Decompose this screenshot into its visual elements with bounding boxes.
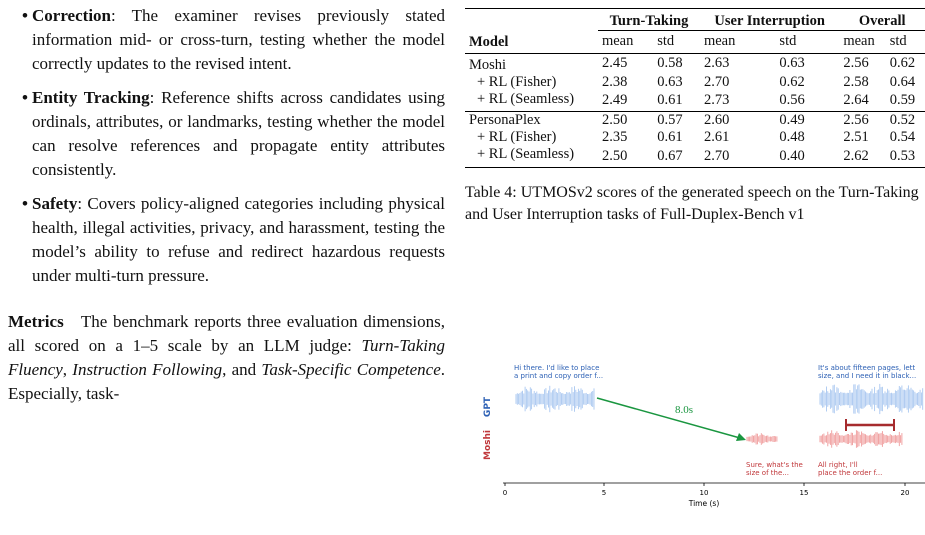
row-model: Moshi bbox=[469, 56, 507, 73]
cell: 0.62 bbox=[889, 55, 916, 71]
list-item-entity-tracking bbox=[8, 86, 445, 182]
gpt-waveform-2 bbox=[820, 384, 923, 414]
metrics-text-3: , and bbox=[222, 360, 262, 379]
right-column bbox=[465, 0, 920, 226]
row-model: + RL (Seamless) bbox=[477, 90, 575, 107]
gpt-utterance-2-line-1: It's about fifteen pages, lett bbox=[818, 364, 916, 372]
table-group-header-row bbox=[465, 9, 925, 31]
cell: 2.56 bbox=[839, 111, 885, 129]
moshi-waveform-1 bbox=[747, 433, 777, 445]
table-header-empty bbox=[465, 9, 598, 31]
x-tick-label: 15 bbox=[799, 489, 809, 497]
bullet-title: Safety bbox=[32, 194, 78, 213]
cell: 2.38 bbox=[601, 73, 628, 90]
metrics-text-1: The benchmark reports three evaluation dimensions, all scored on a 1–5 scale by an LLM judge: bbox=[8, 312, 446, 355]
gpt-waveform-1 bbox=[516, 386, 594, 412]
cell: 2.60 bbox=[700, 111, 775, 129]
cell: 2.35 bbox=[601, 128, 628, 145]
x-tick-label: 20 bbox=[900, 489, 910, 497]
waveform-figure bbox=[465, 355, 925, 525]
table-row bbox=[465, 53, 925, 74]
moshi-utterance-2-line-2: place the order f... bbox=[818, 469, 883, 477]
cell: 0.53 bbox=[889, 147, 916, 164]
cell: 0.58 bbox=[657, 55, 683, 71]
x-axis-ticks bbox=[505, 483, 905, 486]
cell: 2.50 bbox=[601, 147, 628, 164]
gpt-utterance-1-line-1: Hi there. I'd like to place bbox=[514, 364, 600, 372]
cell: 2.49 bbox=[601, 92, 628, 108]
header-turn-taking: Turn-Taking bbox=[598, 9, 700, 31]
cell: 2.62 bbox=[843, 147, 869, 164]
cell: 2.56 bbox=[843, 55, 869, 71]
track-label-gpt: GPT bbox=[483, 396, 493, 418]
header-overall: Overall bbox=[839, 9, 925, 31]
bullet-dot: • bbox=[22, 88, 28, 107]
cell: 0.61 bbox=[657, 92, 683, 108]
latency-label: 8.0s bbox=[675, 404, 694, 416]
moshi-waveform-2 bbox=[820, 430, 902, 448]
row-model: + RL (Seamless) bbox=[477, 145, 575, 162]
moshi-utterance-1-line-2: size of the... bbox=[746, 469, 789, 477]
bullet-title: Correction bbox=[32, 6, 111, 25]
cell: 0.52 bbox=[886, 111, 925, 129]
x-tick-label: 0 bbox=[502, 489, 508, 497]
list-item-correction bbox=[8, 4, 445, 76]
metrics-text-4: . Especially, task- bbox=[8, 360, 445, 403]
utmos-table bbox=[465, 8, 925, 168]
bullet-text: : Covers policy-aligned categories including physical health, illegal activities, privacy, and harassment, testing the model’s ability to refuse and redirect hazardous requests under multi-turn pressure. bbox=[32, 194, 445, 285]
cell: 0.62 bbox=[779, 73, 805, 90]
metric-turn-taking: Turn-Taking Fluency bbox=[8, 336, 445, 379]
x-tick-label: 10 bbox=[699, 489, 709, 497]
cell: 2.64 bbox=[843, 92, 869, 108]
metrics-text-2: , bbox=[62, 360, 73, 379]
subheader-std: std bbox=[889, 33, 907, 50]
latency-arrow-head bbox=[736, 433, 746, 441]
header-model: Model bbox=[469, 33, 509, 50]
subheader-mean: mean bbox=[843, 33, 875, 50]
left-column bbox=[8, 0, 445, 406]
table-row bbox=[465, 129, 925, 146]
cell: 0.57 bbox=[653, 111, 700, 129]
metric-instruction-following: Instruction Following bbox=[72, 360, 223, 379]
subheader-mean: mean bbox=[601, 33, 634, 50]
cell: 2.73 bbox=[703, 92, 730, 108]
header-user-interruption: User Interruption bbox=[700, 9, 839, 31]
cell: 2.70 bbox=[703, 147, 730, 164]
cell: 0.56 bbox=[779, 92, 805, 108]
cell: 2.50 bbox=[598, 111, 653, 129]
cell: 2.58 bbox=[843, 73, 869, 90]
cell: 2.51 bbox=[843, 128, 869, 145]
subheader-std: std bbox=[779, 33, 797, 50]
table-subheader-row bbox=[465, 31, 925, 54]
cell: 0.63 bbox=[779, 55, 805, 71]
row-model: + RL (Fisher) bbox=[477, 73, 557, 90]
bullet-dot: • bbox=[22, 6, 28, 25]
bullet-text: : Reference shifts across candidates using ordinals, attributes, or landmarks, testing whether the model can resolve references and propagate entity attributes consistently. bbox=[32, 88, 445, 179]
table-caption: Table 4: UTMOSv2 scores of the generated speech on the Turn-Taking and User Interruption tasks of Full-Duplex-Bench v1 bbox=[465, 183, 919, 223]
cell: 2.61 bbox=[703, 128, 730, 145]
waveform-svg bbox=[465, 355, 925, 525]
cell: 2.45 bbox=[601, 55, 628, 71]
gpt-utterance-2-line-2: size, and I need it in black... bbox=[818, 372, 917, 380]
table-row bbox=[465, 146, 925, 168]
cell: 0.64 bbox=[889, 73, 916, 90]
subheader-mean: mean bbox=[703, 33, 736, 50]
bullet-text: : The examiner revises previously stated information mid- or cross-turn, testing whether the model correctly updates to the revised intent. bbox=[32, 6, 445, 73]
row-model: PersonaPlex bbox=[465, 111, 598, 129]
latency-arrow bbox=[597, 398, 740, 438]
cell: 2.70 bbox=[703, 73, 730, 90]
cell: 0.61 bbox=[657, 128, 683, 145]
task-list bbox=[8, 4, 445, 288]
track-label-moshi: Moshi bbox=[483, 430, 493, 460]
metric-task-specific: Task-Specific Competence bbox=[261, 360, 441, 379]
cell: 0.40 bbox=[779, 147, 805, 164]
cell: 0.49 bbox=[775, 111, 839, 129]
gpt-utterance-1-line-2: a print and copy order f... bbox=[514, 372, 604, 380]
cell: 0.59 bbox=[889, 92, 916, 108]
moshi-utterance-2-line-1: All right, I'll bbox=[818, 461, 858, 469]
cell: 0.67 bbox=[657, 147, 683, 164]
table-row bbox=[465, 74, 925, 91]
cell: 2.63 bbox=[703, 55, 730, 71]
cell: 0.63 bbox=[657, 73, 683, 90]
table-row bbox=[465, 111, 925, 129]
cell: 0.54 bbox=[889, 128, 916, 145]
metrics-heading: Metrics bbox=[8, 312, 64, 331]
row-model: + RL (Fisher) bbox=[477, 128, 557, 145]
bullet-title: Entity Tracking bbox=[32, 88, 150, 107]
moshi-utterance-1-line-1: Sure, what's the bbox=[746, 461, 803, 469]
subheader-std: std bbox=[657, 33, 675, 50]
x-tick-label: 5 bbox=[601, 489, 607, 497]
bullet-dot: • bbox=[22, 194, 28, 213]
metrics-paragraph bbox=[8, 310, 445, 406]
table-row bbox=[465, 91, 925, 112]
x-axis-label: Time (s) bbox=[688, 499, 720, 508]
list-item-safety bbox=[8, 192, 445, 288]
cell: 0.48 bbox=[779, 128, 805, 145]
